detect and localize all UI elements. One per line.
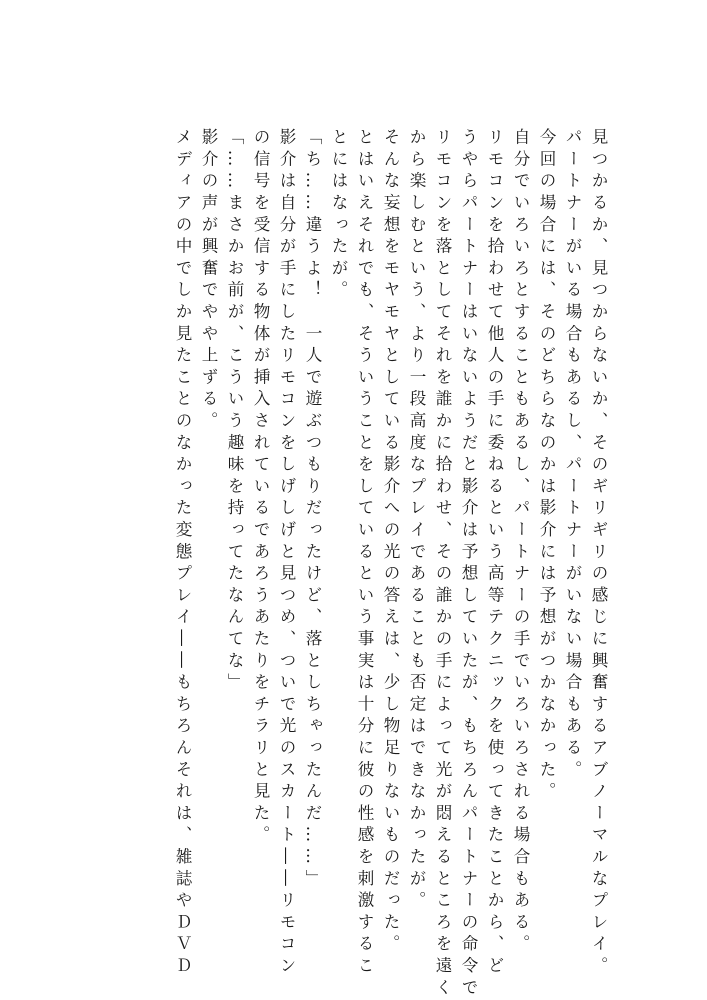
text-line: から楽しむという、より一段高度なプレイであることも否定はできなかったが。: [407, 128, 426, 913]
text-line: そんな妄想をモヤモヤとしている影介への光の答えは、少し物足りないものだった。: [381, 128, 400, 957]
text-line: うやらパートナーはいないようだと影介は予想していたが、もちろんパートナーの命令で: [459, 128, 478, 1000]
text-line: 見つかるか、見つからないか、そのギリギリの感じに興奮するアブノーマルなプレイ。: [589, 128, 608, 979]
text-line: 「……まさかお前が、こういう趣味を持ってたなんてな」: [225, 128, 244, 695]
text-line: とはいえそれでも、そういうことをしているという事実は十分に彼の性感を刺激するこ: [355, 128, 374, 979]
text-line: 今回の場合には、そのどちらなのかは影介には予想がつかなかった。: [537, 128, 556, 804]
text-line: リモコンを拾わせて他人の手に委ねるという高等テクニックを使ってきたことから、ど: [485, 128, 504, 979]
text-line: 影介は自分が手にしたリモコンをしげしげと見つめ、ついで光のスカート――リモコン: [277, 128, 296, 979]
vertical-text-body: [169, 128, 611, 1000]
text-line: リモコンを落としてそれを誰かに拾わせ、その誰かの手によって光が悶えるところを遠く: [433, 128, 452, 1000]
text-line: パートナーがいる場合もあるし、パートナーがいない場合もある。: [563, 128, 582, 782]
text-line: 影介の声が興奮でやや上ずる。: [199, 128, 218, 434]
text-line: の信号を受信する物体が挿入されているであろうあたりをチラリと見た。: [251, 128, 270, 848]
text-line: 自分でいろいろとすることもあるし、パートナーの手でいろいろされる場合もある。: [511, 128, 530, 957]
text-line: メディアの中でしか見たことのなかった変態プレイ――もちろんそれは、雑誌やＤＶＤ: [173, 128, 192, 979]
text-line: とにはなったが。: [329, 128, 348, 303]
text-line: 「ち……違うよ！ 一人で遊ぶつもりだったけど、落としちゃったんだ……」: [303, 128, 322, 891]
